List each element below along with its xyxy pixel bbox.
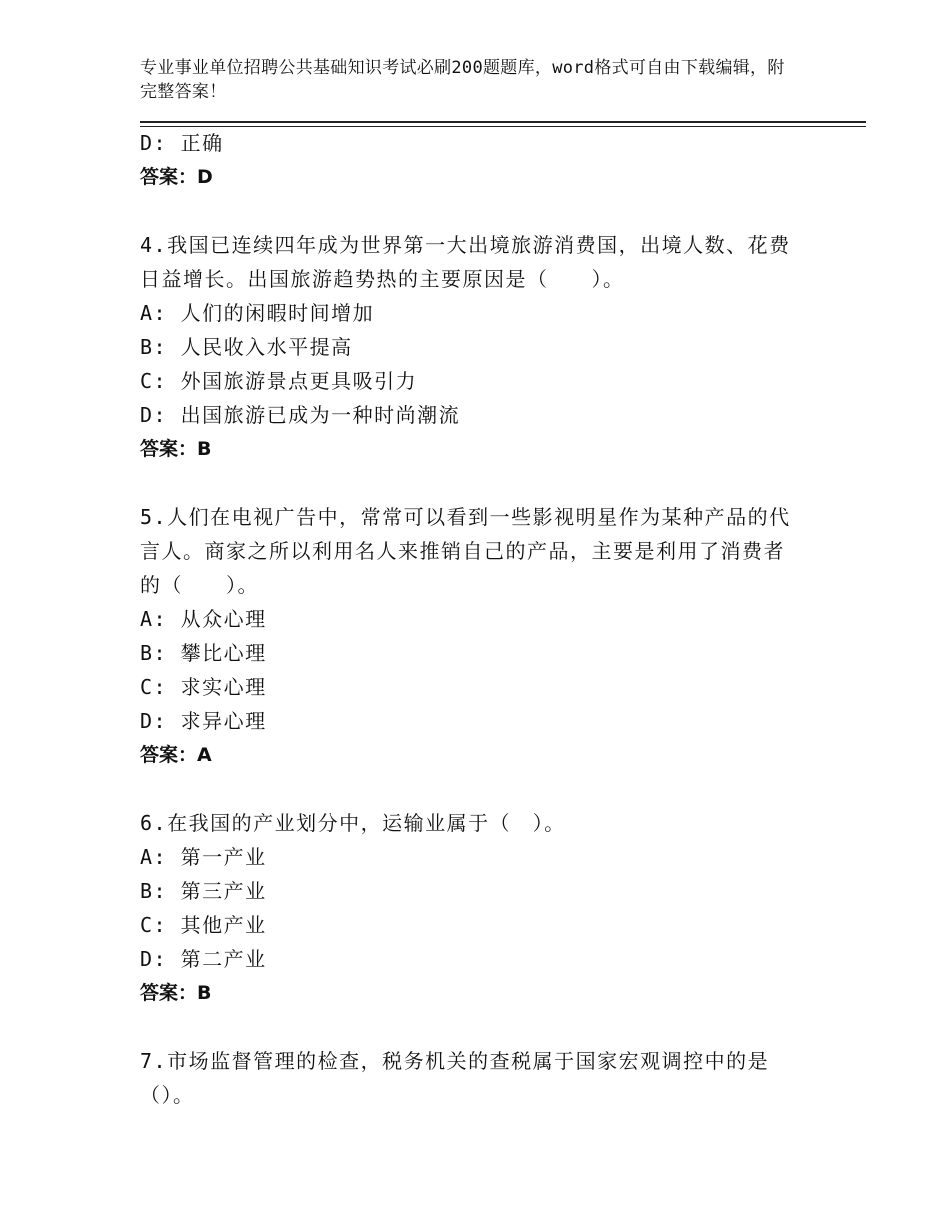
answer: 答案：A [140,744,212,766]
option-b: B: 第三产业 [140,879,267,903]
option-d: D: 第二产业 [140,947,267,971]
question-stem: 4.我国已连续四年成为世界第一大出境旅游消费国，出境人数、花费日益增长。出国旅游趋势热的主要原因是（ ）。 [140,233,791,291]
prev-answer: 答案：D [140,166,213,188]
spacer [140,772,800,806]
option-a: A: 从众心理 [140,607,267,631]
question-block [140,500,800,772]
spacer [140,466,800,500]
option-d: D: 求异心理 [140,709,267,733]
spacer [140,1010,800,1044]
question-stem: 7.市场监督管理的检查，税务机关的查税属于国家宏观调控中的是（）。 [140,1049,770,1107]
question-stem: 6.在我国的产业划分中，运输业属于（ ）。 [140,811,566,835]
option-a: A: 第一产业 [140,845,267,869]
option-c: C: 其他产业 [140,913,267,937]
question-block [140,228,800,466]
option-b: B: 人民收入水平提高 [140,335,353,359]
option-a: A: 人们的闲暇时间增加 [140,301,375,325]
option-b: B: 攀比心理 [140,641,267,665]
question-stem: 5.人们在电视广告中，常常可以看到一些影视明星作为某种产品的代言人。商家之所以利用名人来推销自己的产品，主要是利用了消费者的（ ）。 [140,505,791,597]
question-block [140,806,800,1010]
option-d: D: 出国旅游已成为一种时尚潮流 [140,403,461,427]
option-c: C: 求实心理 [140,675,267,699]
question-block [140,1044,800,1112]
header-rule-thick [140,121,866,123]
option-c: C: 外国旅游景点更具吸引力 [140,369,418,393]
answer: 答案：B [140,438,212,460]
answer: 答案：B [140,982,212,1004]
prev-option-d: D: 正确 [140,131,224,155]
question-content [140,126,800,1112]
spacer [140,194,800,228]
page-header: 专业事业单位招聘公共基础知识考试必刷200题题库，word格式可自由下载编辑，附完整答案！ [140,58,785,102]
